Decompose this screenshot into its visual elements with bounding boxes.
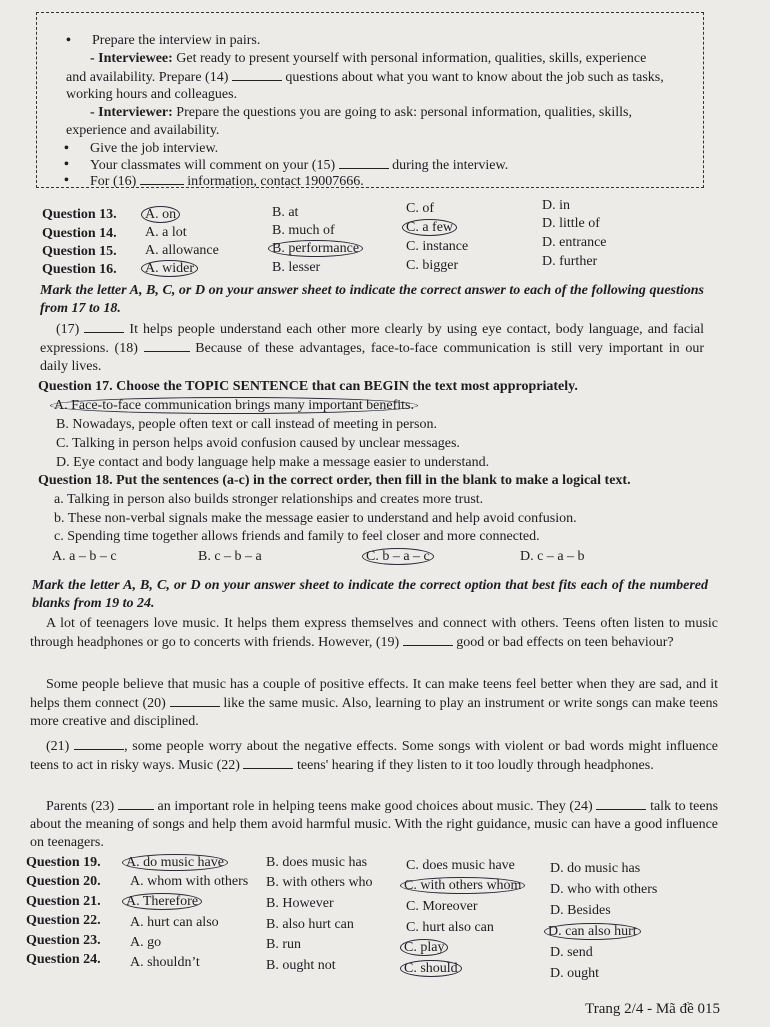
q17-option-c[interactable]: C. Talking in person helps avoid confusion caused by unclear messages. xyxy=(56,436,460,451)
q20-option-c[interactable]: C. with others whom xyxy=(404,877,525,895)
box-line-5: - Interviewer: Prepare the questions you are going to ask: personal information, qualities, skills, xyxy=(90,105,632,120)
q13-label: Question 13. xyxy=(42,207,117,222)
q18-option-d[interactable]: D. c – a – b xyxy=(520,549,585,564)
q22-option-a[interactable]: A. hurt can also xyxy=(130,915,219,930)
q14-option-a[interactable]: A. a lot xyxy=(145,225,187,240)
q14-option-b[interactable]: B. much of xyxy=(272,223,335,238)
box-line-6: experience and availability. xyxy=(66,123,220,138)
q16-option-d[interactable]: D. further xyxy=(542,254,598,269)
q21-option-d[interactable]: D. Besides xyxy=(550,903,611,918)
q13-option-a[interactable]: A. on xyxy=(145,206,180,224)
q22-option-b[interactable]: B. also hurt can xyxy=(266,917,354,932)
box-line-4: working hours and colleagues. xyxy=(66,87,238,102)
q20-option-b[interactable]: B. with others who xyxy=(266,875,373,890)
q23-option-c[interactable]: C. play xyxy=(404,939,448,957)
q15-option-c[interactable]: C. instance xyxy=(406,239,469,254)
q18-option-c[interactable]: C. b – a – c xyxy=(366,548,434,566)
instruction-17-18: Mark the letter A, B, C, or D on your answer sheet to indicate the correct answer to each of the following questions from 17 to 18. xyxy=(40,283,704,316)
q18-sentence-b: b. These non-verbal signals make the message easier to understand and help avoid confusion. xyxy=(54,511,577,526)
q17-option-b[interactable]: B. Nowadays, people often text or call instead of meeting in person. xyxy=(56,417,438,432)
passage-19-24-p3: (21) , some people worry about the negative effects. Some songs with violent or bad words might influence teens to act in risky ways. Music (22) teens' hearing if they listen to it too loudly through headphones. xyxy=(30,739,719,773)
q20-label: Question 20. xyxy=(26,874,101,889)
q24-option-a[interactable]: A. shouldn’t xyxy=(130,955,200,970)
q21-option-c[interactable]: C. Moreover xyxy=(406,899,478,914)
q23-label: Question 23. xyxy=(26,933,101,948)
box-line-7: • Give the job interview. xyxy=(90,140,218,158)
q16-option-b[interactable]: B. lesser xyxy=(272,260,321,275)
q16-option-a[interactable]: A. wider xyxy=(145,260,198,278)
passage-19-24-p2: Some people believe that music has a couple of positive effects. It can make teens feel better when they are sad, and it helps them connect (20) like the same music. Also, learning to play an instrument or write songs can make teens more creative and disciplined. xyxy=(30,677,719,729)
q19-label: Question 19. xyxy=(26,855,101,870)
q17-stem: Question 17. Choose the TOPIC SENTENCE that can BEGIN the text most appropriately. xyxy=(38,379,578,394)
q19-option-c[interactable]: C. does music have xyxy=(406,858,515,873)
box-line-9: • For (16) information, contact 19007666. xyxy=(90,172,364,191)
passage-17-18: (17) It helps people understand each other more clearly by using eye contact, body language, and facial expressions. (18) Because of these advantages, face-to-face communication is still very important in our daily lives. xyxy=(40,322,705,374)
q18-sentence-a: a. Talking in person also builds stronger relationships and creates more trust. xyxy=(54,492,484,507)
q15-option-a[interactable]: A. allowance xyxy=(145,243,219,258)
q23-option-a[interactable]: A. go xyxy=(130,935,162,950)
q24-label: Question 24. xyxy=(26,952,101,967)
q17-option-a[interactable]: A. Face-to-face communication brings many important benefits. xyxy=(54,397,418,415)
q23-option-b[interactable]: B. run xyxy=(266,937,301,952)
q16-option-c[interactable]: C. bigger xyxy=(406,258,459,273)
q15-label: Question 15. xyxy=(42,244,117,259)
passage-19-24-p4: Parents (23) an important role in helping teens make good choices about music. They (24) talk to teens about the meaning of songs and help them avoid harmful music. With the right guidance, music can have a good influence on teenagers. xyxy=(30,799,719,850)
page-footer: Trang 2/4 - Mã đề 015 xyxy=(585,1001,720,1017)
q21-label: Question 21. xyxy=(26,894,101,909)
q14-option-c[interactable]: C. a few xyxy=(406,219,457,237)
box-line-1: • Prepare the interview in pairs. xyxy=(92,32,260,50)
q19-option-b[interactable]: B. does music has xyxy=(266,855,368,870)
q18-option-b[interactable]: B. c – b – a xyxy=(198,549,262,564)
q19-option-d[interactable]: D. do music has xyxy=(550,861,641,876)
q22-option-d[interactable]: D. can also hurt xyxy=(548,923,641,941)
q13-option-d[interactable]: D. in xyxy=(542,198,570,213)
q18-stem: Question 18. Put the sentences (a-c) in the correct order, then fill in the blank to make a logical text. xyxy=(38,473,631,488)
instruction-19-24: Mark the letter A, B, C, or D on your answer sheet to indicate the correct option that best fits each of the numbered blanks from 19 to 24. xyxy=(32,578,708,611)
q24-option-d[interactable]: D. ought xyxy=(550,966,599,981)
q13-option-b[interactable]: B. at xyxy=(272,205,299,220)
passage-19-24-p1: A lot of teenagers love music. It helps them express themselves and connect with others. Teens often listen to music through headphones or go to concerts with friends. However, (19) good or bad effects on teen behaviour? xyxy=(30,616,718,650)
box-line-2: - Interviewee: Get ready to present yourself with personal information, qualities, skills, experience xyxy=(90,51,647,66)
q20-option-a[interactable]: A. whom with others xyxy=(130,874,249,889)
q17-option-d[interactable]: D. Eye contact and body language help make a message easier to understand. xyxy=(56,455,490,470)
box-line-3: and availability. Prepare (14) questions about what you want to know about the job such as tasks, xyxy=(66,70,664,85)
q21-option-b[interactable]: B. However xyxy=(266,896,334,911)
q14-option-d[interactable]: D. little of xyxy=(542,216,600,231)
q13-option-c[interactable]: C. of xyxy=(406,201,434,216)
q18-option-a[interactable]: A. a – b – c xyxy=(52,549,117,564)
q14-label: Question 14. xyxy=(42,226,117,241)
q21-option-a[interactable]: A. Therefore xyxy=(126,893,202,911)
q19-option-a[interactable]: A. do music have xyxy=(126,854,228,872)
q15-option-b[interactable]: B. performance xyxy=(272,240,363,258)
box-line-8: • Your classmates will comment on your (15) during the interview. xyxy=(90,156,508,175)
q23-option-d[interactable]: D. send xyxy=(550,945,593,960)
q15-option-d[interactable]: D. entrance xyxy=(542,235,607,250)
q24-option-b[interactable]: B. ought not xyxy=(266,958,336,973)
q16-label: Question 16. xyxy=(42,262,117,277)
q18-sentence-c: c. Spending time together allows friends and family to feel closer and more connected. xyxy=(54,529,540,544)
q22-option-c[interactable]: C. hurt also can xyxy=(406,920,494,935)
q24-option-c[interactable]: C. should xyxy=(404,960,462,978)
q20-option-d[interactable]: D. who with others xyxy=(550,882,658,897)
q22-label: Question 22. xyxy=(26,913,101,928)
